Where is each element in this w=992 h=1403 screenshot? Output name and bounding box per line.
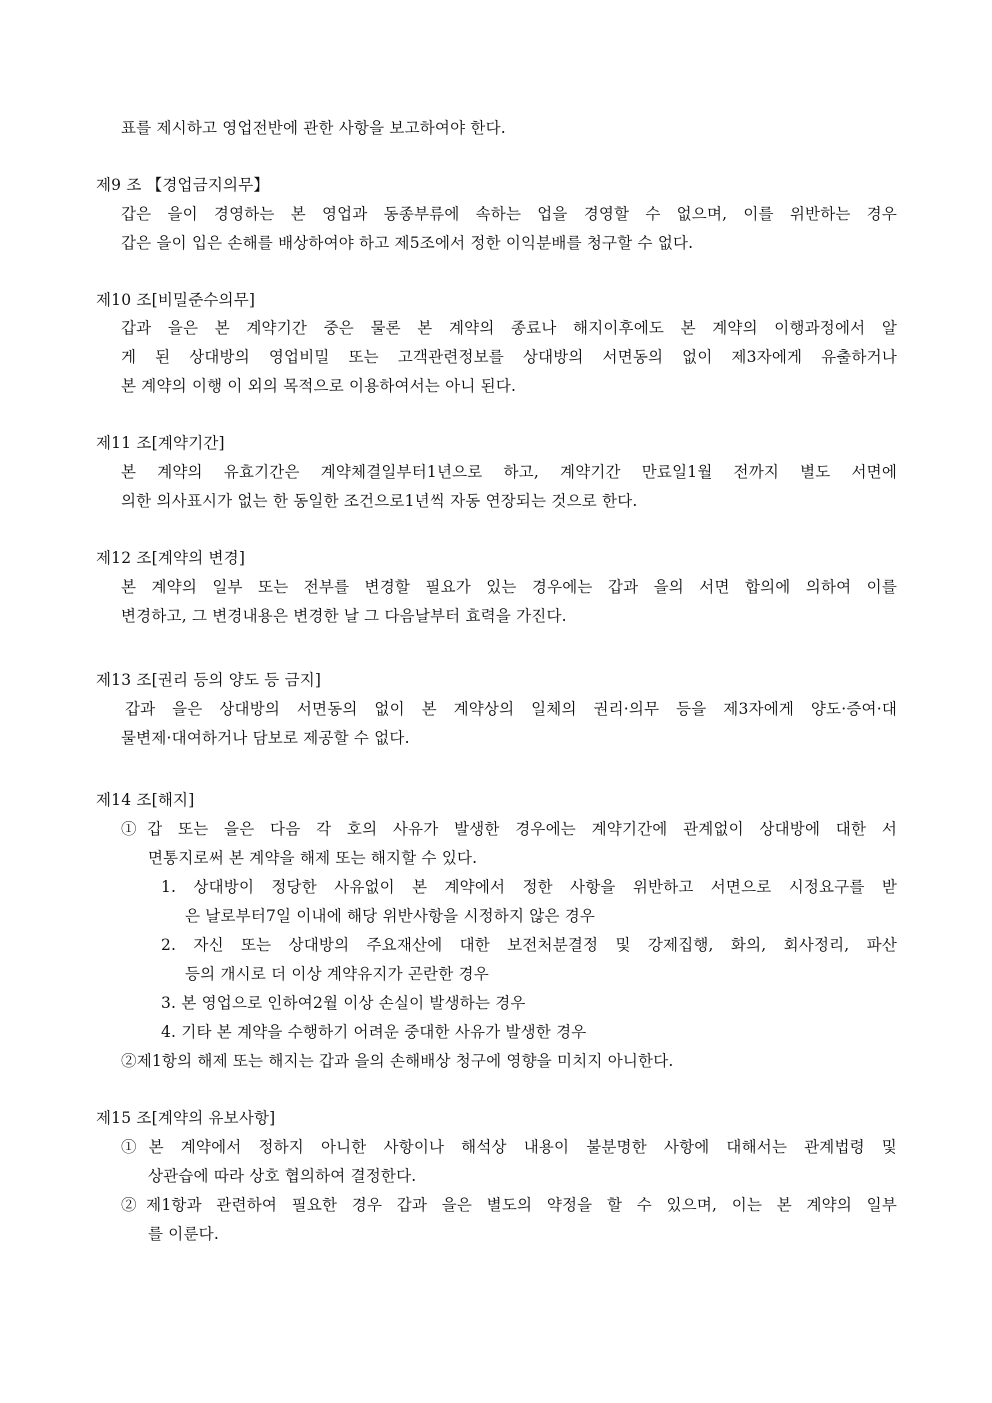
article-14-para-2: ②제1항의 해제 또는 해지는 갑과 을의 손해배상 청구에 영향을 미치지 아니한다. [121, 1052, 674, 1070]
article-9-line-1: 갑은 을이 경영하는 본 영업과 동종부류에 속하는 업을 경영할 수 없으며, 이를 위반하는 경우 [121, 205, 897, 223]
article-11-line-2: 의한 의사표시가 없는 한 동일한 조건으로1년씩 자동 연장되는 것으로 한다. [121, 492, 638, 510]
article-14-item-2-line-1: 2. 자신 또는 상대방의 주요재산에 대한 보전처분결정 및 강제집행, 화의, 회사정리, 파산 [161, 936, 897, 954]
article-14-item-1-line-1: 1. 상대방이 정당한 사유없이 본 계약에서 정한 사항을 위반하고 서면으로 시정요구를 받 [161, 878, 897, 896]
article-11-title: 제11 조[계약기간] [96, 434, 225, 452]
article-15-title: 제15 조[계약의 유보사항] [96, 1109, 276, 1127]
article-11-line-1: 본 계약의 유효기간은 계약체결일부터1년으로 하고, 계약기간 만료일1월 전까지 별도 서면에 [121, 463, 897, 481]
article-10-line-1: 갑과 을은 본 계약기간 중은 물론 본 계약의 종료나 해지이후에도 본 계약의 이행과정에서 알 [121, 319, 897, 337]
article-14-item-1-line-2: 은 날로부터7일 이내에 해당 위반사항을 시정하지 않은 경우 [185, 907, 596, 925]
article-9-line-2: 갑은 을이 입은 손해를 배상하여야 하고 제5조에서 정한 이익분배를 청구할 수 없다. [121, 234, 694, 252]
article-12-title: 제12 조[계약의 변경] [96, 549, 246, 567]
article-13-title: 제13 조[권리 등의 양도 등 금지] [96, 671, 322, 689]
article-13-line-1: 갑과 을은 상대방의 서면동의 없이 본 계약상의 일체의 권리·의무 등을 제3자에게 양도·증여·대 [125, 700, 897, 718]
article-14-item-3: 3. 본 영업으로 인하여2월 이상 손실이 발생하는 경우 [161, 994, 526, 1012]
intro-line: 표를 제시하고 영업전반에 관한 사항을 보고하여야 한다. [121, 119, 506, 137]
article-14-title: 제14 조[해지] [96, 791, 195, 809]
article-13-line-2: 물변제·대여하거나 담보로 제공할 수 없다. [121, 729, 410, 747]
article-14-item-4: 4. 기타 본 계약을 수행하기 어려운 중대한 사유가 발생한 경우 [161, 1023, 587, 1041]
article-14-para-1-line-2: 면통지로써 본 계약을 해제 또는 해지할 수 있다. [148, 849, 478, 867]
article-10-line-3: 본 계약의 이행 이 외의 목적으로 이용하여서는 아니 된다. [121, 377, 517, 395]
article-10-line-2: 게 된 상대방의 영업비밀 또는 고객관련정보를 상대방의 서면동의 없이 제3자에게 유출하거나 [121, 348, 897, 366]
article-15-para-2-line-2: 를 이룬다. [148, 1225, 219, 1243]
article-15-para-1-line-1: ①본 계약에서 정하지 아니한 사항이나 해석상 내용이 불분명한 사항에 대해서는 관계법령 및 [121, 1138, 897, 1156]
article-14-item-2-line-2: 등의 개시로 더 이상 계약유지가 곤란한 경우 [185, 965, 489, 983]
article-15-para-2-line-1: ②제1항과 관련하여 필요한 경우 갑과 을은 별도의 약정을 할 수 있으며, 이는 본 계약의 일부 [121, 1196, 897, 1214]
article-9-title: 제9 조 【경업금지의무】 [96, 176, 270, 194]
article-15-para-1-line-2: 상관습에 따라 상호 협의하여 결정한다. [148, 1167, 417, 1185]
article-12-line-2: 변경하고, 그 변경내용은 변경한 날 그 다음날부터 효력을 가진다. [121, 607, 567, 625]
article-10-title: 제10 조[비밀준수의무] [96, 291, 256, 309]
article-14-para-1-line-1: ①갑 또는 을은 다음 각 호의 사유가 발생한 경우에는 계약기간에 관계없이 상대방에 대한 서 [121, 820, 897, 838]
article-12-line-1: 본 계약의 일부 또는 전부를 변경할 필요가 있는 경우에는 갑과 을의 서면 합의에 의하여 이를 [121, 578, 897, 596]
